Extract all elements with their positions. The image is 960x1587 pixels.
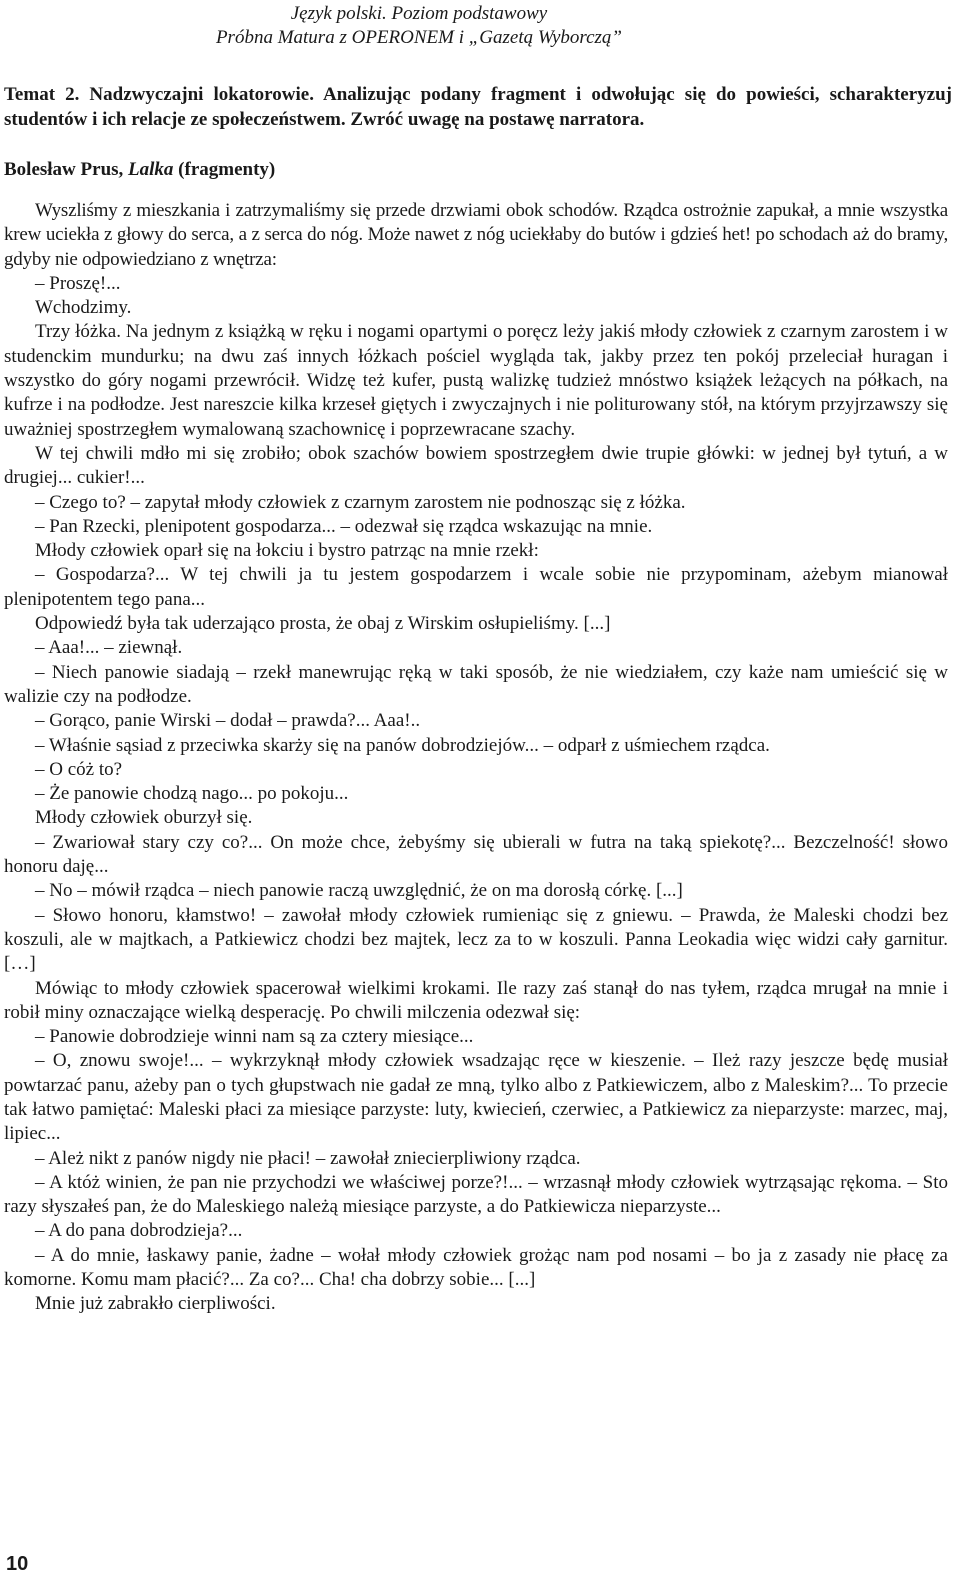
page-header [216,2,622,50]
paragraph: – No – mówił rządca – niech panowie raczą uwzględnić, że on ma dorosłą córkę. [...] [35,880,683,902]
paragraph: – Aaa!... – ziewnął. [35,637,183,659]
paragraph: Trzy łóżka. Na jednym z książką w ręku i nogami opartymi o poręcz leży jakiś młody człowiek z czarnym zarostem i w studenckim mundurku; na dwu zaś innych łóżkach pościel wygląda tak, jakby przez ten pokój przeleciał huragan i wszystko do góry nogami przewrócił. Widzę też kufer, pustą walizkę tudzież mnóstwo książek leżących na półkach, na kufrze i na podłodze. Jest nareszcie kilka krzeseł giętych i zwyczajnych i nie politurowany stół, na którym przyjrzawszy się uważniej spostrzegłem wymalowaną szachownicę i poprzewracane szachy. [4,321,948,440]
paragraph: W tej chwili mdło mi się zrobiło; obok szachów bowiem spostrzegłem dwie trupie główki: w jednej był tytuń, a w drugiej... cukier!... [4,442,948,489]
paragraph: – Pan Rzecki, plenipotent gospodarza... – odezwał się rządca wskazując na mnie. [35,515,653,537]
paragraph: – O cóż to? [35,758,123,780]
source-author: Bolesław Prus, [4,159,124,180]
paragraph: – Właśnie sąsiad z przeciwka skarży się na panów dobrodziejów... – odparł z uśmiechem rządca. [35,734,770,756]
paragraph: – Ależ nikt z panów nigdy nie płaci! – zawołał zniecierpliwiony rządca. [35,1147,581,1169]
paragraph: – Niech panowie siadają – rzekł manewrując ręką w taki sposób, że nie wiedziałem, czy każe nam umieścić się w walizie czy na podłodze. [4,661,948,707]
paragraph: Młody człowiek oparł się na łokciu i bystro patrząc na mnie rzekł: [35,540,539,562]
paragraph: – A do pana dobrodzieja?... [35,1220,243,1242]
essay-topic: Temat 2. Nadzwyczajni lokatorowie. Analizując podany fragment i odwołując się do powieści, scharakteryzuj studentów i ich relacje ze społeczeństwem. Zwróć uwagę na postawę narratora. [4,84,952,130]
paragraph: Mówiąc to młody człowiek spacerował wielkimi krokami. Ile razy zaś stanął do nas tyłem, rządca mrugał na mnie i robił miny oznaczające wielką desperację. Po chwili milczenia odezwał się: [4,977,948,1023]
paragraph: Młody człowiek oburzył się. [35,807,253,829]
paragraph: – Słowo honoru, kłamstwo! – zawołał młody człowiek rumieniąc się z gniewu. – Prawda, że Maleski chodzi bez koszuli, ale w majtkach, a Patkiewicz chodzi bez majtek, lecz za to w koszuli. Panna Leokadia więc widzi cały garnitur. […] [4,904,948,975]
paragraph: – Że panowie chodzą nago... po pokoju... [35,783,349,805]
paragraph: Odpowiedź była tak uderzająco prosta, że obaj z Wirskim osłupieliśmy. [...] [35,613,611,635]
paragraph: – Zwariował stary czy co?... On może chce, żebyśmy się ubierali w futra na taką spiekotę?... Bezczelność! słowo honoru daję... [4,831,948,878]
header-exam: Próbna Matura z OPERONEM i „Gazetą Wyborczą” [215,27,622,48]
paragraph: – Czego to? – zapytał młody człowiek z czarnym zarostem nie podnosząc się z łóżka. [35,491,686,513]
paragraph: – A do mnie, łaskawy panie, żadne – wołał młody człowiek grożąc nam pod nosami – bo ja z zasady nie płacę za komorne. Komu mam płacić?... Za co?... Cha! cha dobrzy sobie... [...] [4,1244,948,1291]
paragraph: – Gospodarza?... W tej chwili ja tu jestem gospodarzem i wcale sobie nie przypominam, ażebym mianował plenipotentem tego pana... [4,564,948,610]
header-subject: Język polski. Poziom podstawowy [290,3,548,24]
source-citation [4,157,275,182]
source-title: Lalka [128,159,174,180]
paragraph: Wchodzimy. [35,297,132,319]
paragraph: – Gorąco, panie Wirski – dodał – prawda?... Aaa!.. [35,710,421,732]
page-number: 10 [6,1553,29,1575]
paragraph: Wyszliśmy z mieszkania i zatrzymaliśmy się przede drzwiami obok schodów. Rządca ostrożnie zapukał, a mnie wszystka krew uciekła z głowy do serca, a z serca do nóg. Może nawet z nóg uciekłaby do butów i gdzieś het! po schodach aż do bramy, gdyby nie odpowiedziano z wnętrza: [4,200,948,270]
paragraph: – Proszę!... [35,272,121,294]
paragraph: – A któż winien, że pan nie przychodzi we właściwej porze?!... – wrzasnął młody człowiek wytrząsając rękoma. – Sto razy słyszałeś pan, że do Maleskiego należą miesiące parzyste, a do Patkiewicza nieparzyste... [4,1171,948,1218]
paragraph: Mnie już zabrakło cierpliwości. [35,1293,276,1315]
paragraph: – Panowie dobrodzieje winni nam są za cztery miesiące... [35,1026,474,1048]
paragraph: – O, znowu swoje!... – wykrzyknął młody człowiek wsadzając ręce w kieszenie. – Ileż razy jeszcze będę musiał powtarzać panu, ażeby pan o tych głupstwach nie gadał ze mną, tylko albo z Patkiewiczem, albo z Maleskim?... To przecie tak łatwo pamiętać: Maleski płaci za miesiące parzyste: luty, kwiecień, czerwiec, a Patkiewicz za nieparzyste: marzec, maj, lipiec... [4,1050,948,1145]
excerpt-text [4,199,948,1317]
source-note: (fragmenty) [178,159,276,180]
